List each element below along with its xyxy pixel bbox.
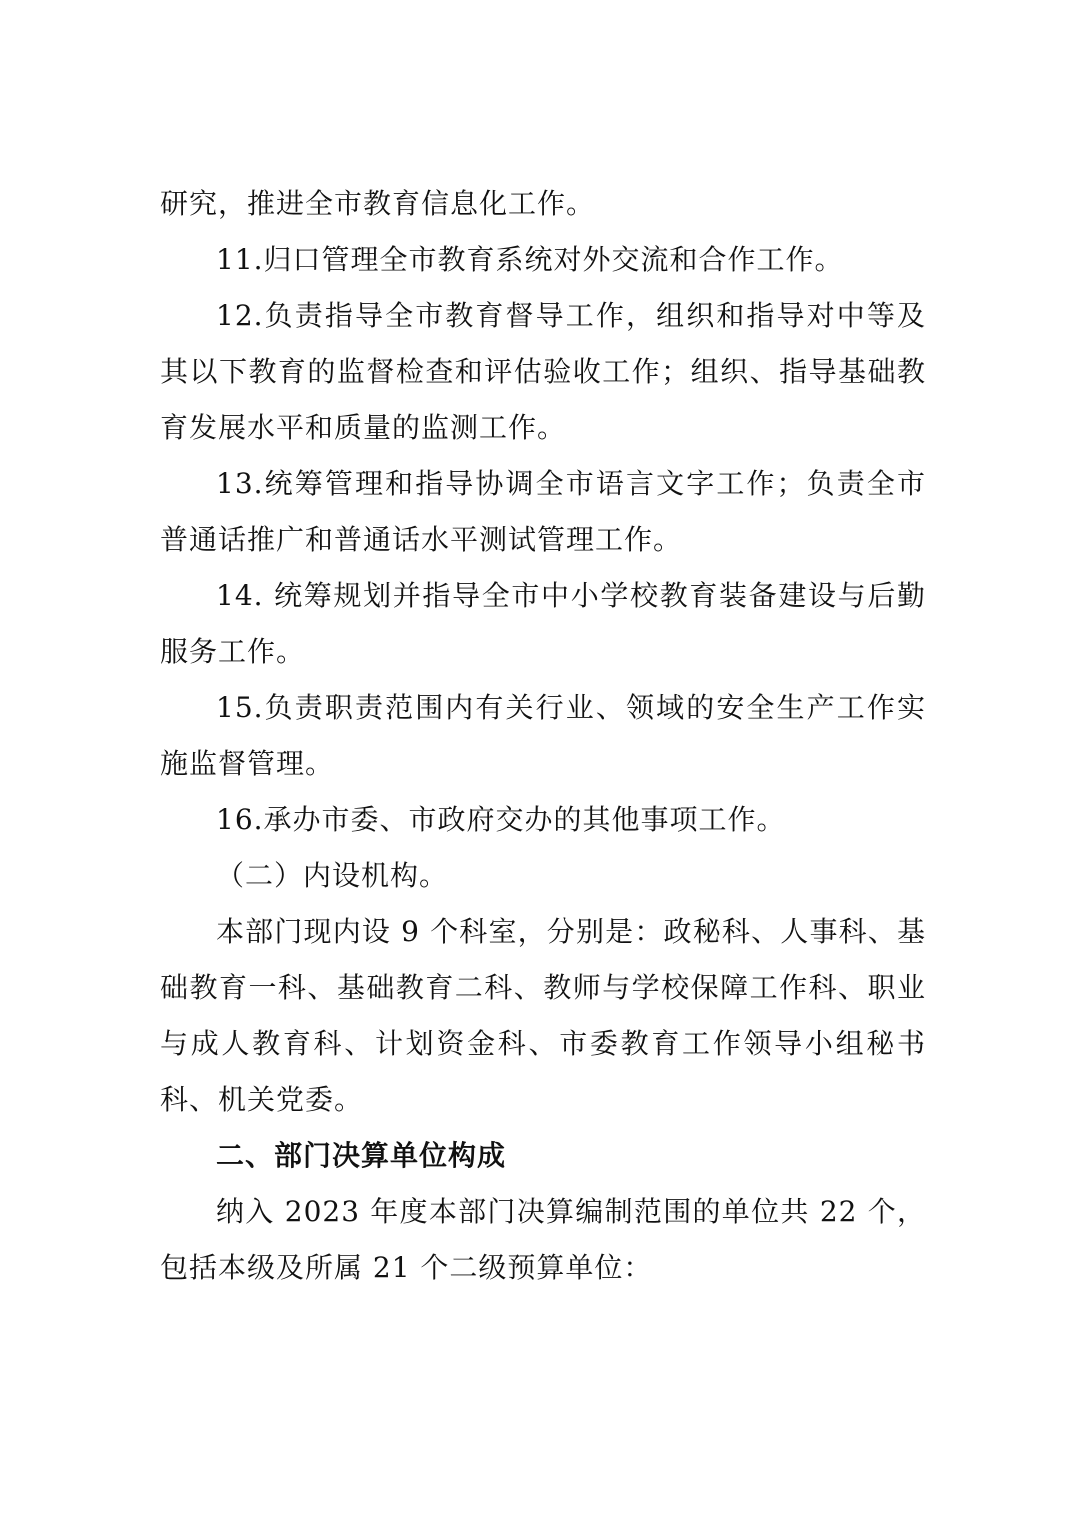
subsection-title-internal-structure: （二）内设机构。 [216, 859, 449, 892]
section-heading-unit-composition: 二、部门决算单位构成 [216, 1139, 507, 1172]
paragraph-item-13: 13.统筹管理和指导协调全市语言文字工作；负责全市普通话推广和普通话水平测试管理工作。 [160, 467, 926, 556]
document-page [160, 176, 926, 1296]
paragraph-continuation: 研究，推进全市教育信息化工作。 [160, 187, 596, 220]
paragraph-internal-departments: 本部门现内设 9 个科室，分别是：政秘科、人事科、基础教育一科、基础教育二科、教师与学校保障工作科、职业与成人教育科、计划资金科、市委教育工作领导小组秘书科、机关党委。 [160, 915, 926, 1116]
paragraph-item-11: 11.归口管理全市教育系统对外交流和合作工作。 [216, 243, 844, 276]
paragraph-item-12: 12.负责指导全市教育督导工作，组织和指导对中等及其以下教育的监督检查和评估验收工作；组织、指导基础教育发展水平和质量的监测工作。 [160, 299, 926, 444]
paragraph-item-16: 16.承办市委、市政府交办的其他事项工作。 [216, 803, 786, 836]
paragraph-unit-composition: 纳入 2023 年度本部门决算编制范围的单位共 22 个，包括本级及所属 21 个二级预算单位： [160, 1195, 926, 1284]
paragraph-item-15: 15.负责职责范围内有关行业、领域的安全生产工作实施监督管理。 [160, 691, 926, 780]
paragraph-item-14: 14. 统筹规划并指导全市中小学校教育装备建设与后勤服务工作。 [160, 579, 926, 668]
